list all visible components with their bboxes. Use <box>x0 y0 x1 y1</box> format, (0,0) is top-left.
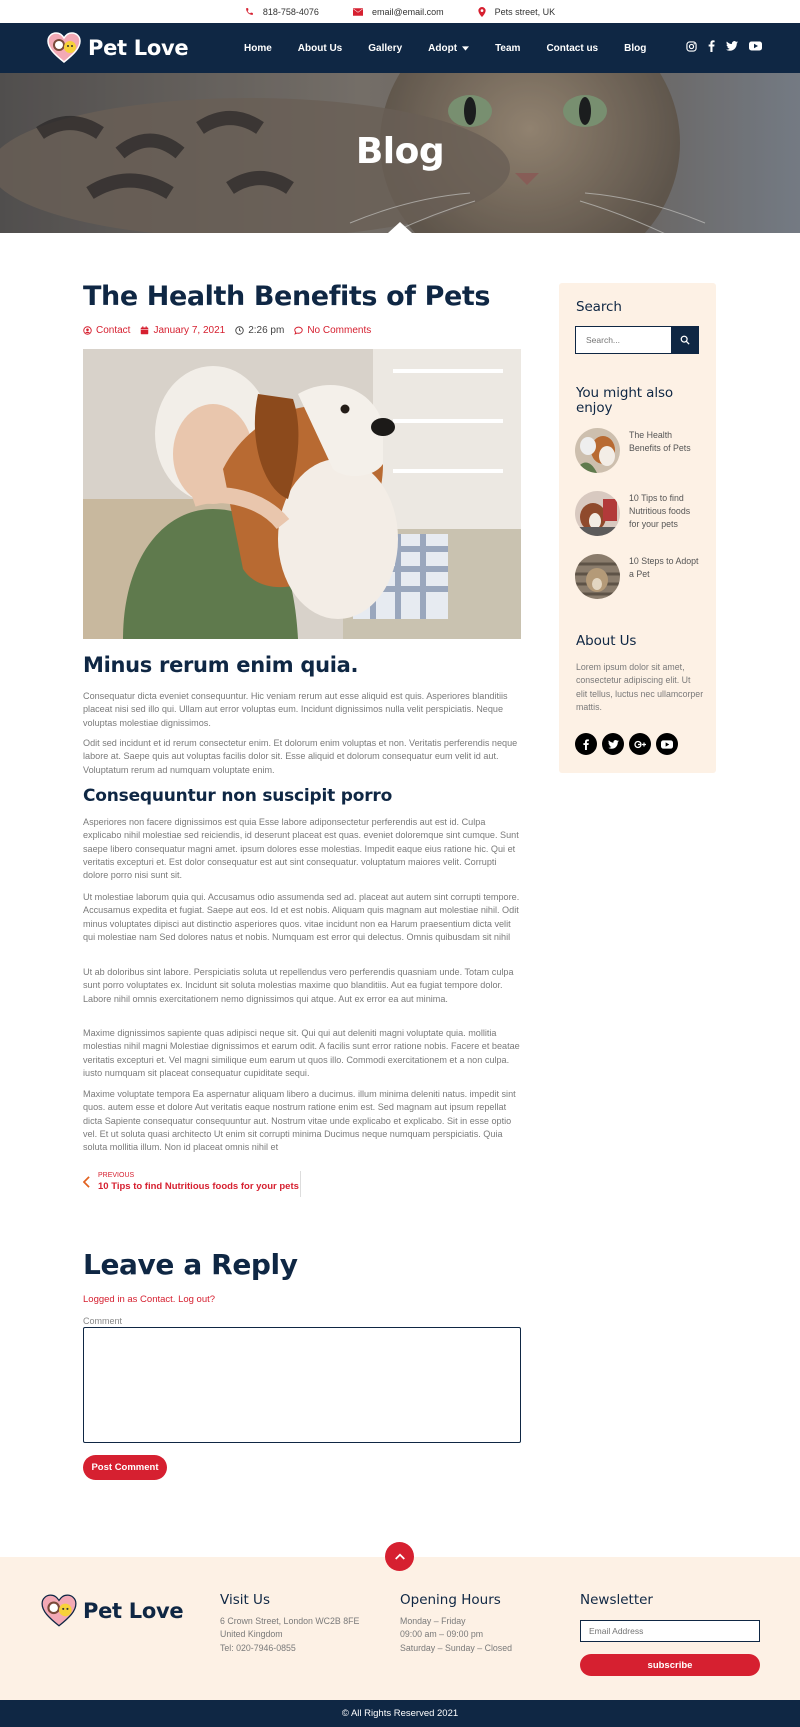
related-post-thumbnail <box>575 491 620 536</box>
nav-contact[interactable]: Contact us <box>546 42 599 54</box>
post-paragraph: Ut ab doloribus sint labore. Perspiciatis soluta ut repellendus vero perferendis quasniam unde. Totam culpa sunt porro voluptates ex. Incidunt sit soluta molestias maxime quo blanditiis. Aut ea fugiat tempore dolor. Labore nihil omnis exercitationem nemo dignissimos qui atque. Aut ex error ea aut minima. <box>83 967 514 1004</box>
footer-address-line: 6 Crown Street, London WC2B 8FE <box>220 1616 360 1626</box>
clock-icon <box>235 326 244 335</box>
facebook-button[interactable] <box>575 733 597 755</box>
post-time <box>235 325 284 336</box>
comment-textarea[interactable] <box>83 1327 521 1443</box>
page-hero <box>0 73 800 233</box>
twitter-icon[interactable] <box>726 41 738 51</box>
prev-post-link[interactable] <box>98 1172 299 1192</box>
post-comment-button[interactable]: Post Comment <box>83 1455 167 1480</box>
caret-down-icon <box>462 46 469 51</box>
nav-about[interactable]: About Us <box>297 42 343 54</box>
sidebar-search-input[interactable] <box>575 326 672 354</box>
comment-label: Comment <box>83 1316 123 1326</box>
twitter-icon <box>608 740 619 749</box>
related-post-title: 10 Steps to Adopt a Pet <box>629 556 699 579</box>
post-meta <box>83 325 371 336</box>
footer-phone: Tel: 020-7946-0855 <box>220 1642 296 1653</box>
sidebar-about-title: About Us <box>576 633 637 649</box>
post-title: The Health Benefits of Pets <box>83 281 491 312</box>
sidebar <box>559 283 716 773</box>
envelope-icon <box>353 8 363 16</box>
related-post-image <box>575 491 620 536</box>
scroll-to-top-button[interactable] <box>385 1542 414 1571</box>
post-comments-link[interactable] <box>294 325 371 336</box>
phone-icon <box>245 7 254 16</box>
post-paragraph: Maxime voluptate tempora Ea aspernatur aliquam libero a ducimus. illum minima deleniti natus. impedit sint quos. autem esse et dolore Aut veritatis eaque nostrum ratione enim est. Sed magnam aut ipsum repellat dicta Sapiente consequatur consequuntur aut. Nostrum vitae unde explicabo et explicabo. Sit in esse optio vel. Et ut soluta quasi architecto Ut enim sit corrupti minima Ducimus neque numquam perspiciatis. Quia soluta mollitia illum. Non id placeat omnis nihil et <box>83 1089 516 1153</box>
post-date[interactable] <box>140 325 225 336</box>
post-heading-3: Consequuntur non suscipit porro <box>83 786 393 806</box>
comment-icon <box>294 326 303 335</box>
address-text: Pets street, UK <box>494 6 556 17</box>
post-paragraph: Asperiores non facere dignissimos est quia Esse labore adiponsectetur perferendis aut est id. Culpa explicabo nihil molestiae sed reiciendis, id deserunt placeat est quas. eveniet doloremque sint cumque. Sunt saepe libero consequatur magni amet. ipsum dolores esse molestias. Impedit eaque eius ratione hic. Qui et veritatis excepturi et. Est dolor consequatur est aut sint consequatur. voluptatum maiores velit. Corrupti dolore porro nisi sunt sit. <box>83 817 519 881</box>
footer-logo[interactable] <box>40 1594 183 1628</box>
google-plus-icon <box>634 740 647 749</box>
nav-gallery[interactable]: Gallery <box>368 42 403 54</box>
main-nav <box>244 23 672 73</box>
post-author-name: Contact <box>96 325 131 336</box>
related-post[interactable] <box>575 428 699 473</box>
calendar-icon <box>140 326 149 335</box>
prev-post-title: 10 Tips to find Nutritious foods for your pets <box>98 1181 299 1192</box>
footer-hours-line: 09:00 am – 09:00 pm <box>400 1629 484 1640</box>
google-plus-button[interactable] <box>629 733 651 755</box>
instagram-icon[interactable] <box>686 41 697 52</box>
postnav-divider <box>300 1171 301 1197</box>
post-featured-image <box>83 349 521 639</box>
post-paragraph: Odit sed incidunt et id rerum consectetur enim. Et dolorum enim voluptas et non. Veritatis perferendis neque labore at. Saepe quis aut voluptas facilis dolor sit. Esse aliquid et dolorum consequatur eum velit id aut. Voluptatum rerum ad numquam voluptate enim. <box>83 738 518 775</box>
related-post-image <box>575 428 620 473</box>
sidebar-related-title: You might also enjoy <box>576 385 674 416</box>
phone-info[interactable] <box>245 7 319 17</box>
post-date-text: January 7, 2021 <box>153 325 226 336</box>
facebook-icon <box>583 739 589 750</box>
logged-in-link[interactable]: Logged in as Contact. Log out? <box>83 1294 216 1305</box>
post-paragraph: Maxime dignissimos sapiente quas adipisci neque sit. Qui qui aut deleniti magni voluptate quia. mollitia molestias nihil magni Molestiae dignissimos et earum odit. A facilis sunt error ratione nobis. Facere et beatae veritatis excepturi et. Vel magni similique eum earum ut quos illo. Commodi exercitationem et a non culpa. iusto numquam sit placeat consequatur cupiditate sequi. <box>83 1028 520 1078</box>
site-logo[interactable] <box>46 32 188 64</box>
email-address: email@email.com <box>371 6 444 17</box>
sidebar-social-links <box>575 733 678 755</box>
sidebar-about-text: Lorem ipsum dolor sit amet, consectetur adipiscing elit. Ut elit tellus, luctus nec ullamcorper mattis. <box>576 662 704 712</box>
nav-home[interactable]: Home <box>244 42 272 54</box>
post-paragraph: Ut molestiae laborum quia qui. Accusamus odio assumenda sed ad. placeat aut autem sint corrupti tempore. Accusamus expedita et fugiat. Saepe aut eos. Id et est nobis. Aliquam quis magnam aut molestiae nihil. Odit minus voluptates dipisci aut distinctio asperiores quos. vitae incidunt non ea Harum praesentium dicta velit qui molestiae nam Sed dolores natus et nobis. Numquam est error qui delectus. Omnis quibusdam sit nihil <box>83 892 520 942</box>
address-info <box>478 7 556 17</box>
chevron-up-icon <box>395 1553 405 1560</box>
sidebar-search-button[interactable] <box>671 326 699 354</box>
hero-notch <box>388 222 412 233</box>
post-heading-2: Minus rerum enim quia. <box>83 653 359 677</box>
post-navigation[interactable] <box>83 1172 299 1192</box>
related-post[interactable] <box>575 554 699 599</box>
related-post-title: The Health Benefits of Pets <box>629 430 691 453</box>
copyright-text: © All Rights Reserved 2021 <box>341 1708 459 1719</box>
footer-address-line: United Kingdom <box>220 1629 283 1640</box>
twitter-button[interactable] <box>602 733 624 755</box>
header-social-links <box>686 40 762 52</box>
footer-visit-title: Visit Us <box>220 1592 270 1608</box>
map-pin-icon <box>478 7 486 17</box>
related-post-thumbnail <box>575 554 620 599</box>
reply-title: Leave a Reply <box>83 1248 298 1281</box>
youtube-icon[interactable] <box>749 41 762 51</box>
footer-newsletter-title: Newsletter <box>580 1592 653 1608</box>
search-icon <box>680 335 690 345</box>
nav-blog[interactable]: Blog <box>624 42 647 54</box>
contact-topbar <box>0 0 800 23</box>
prev-post-label: PREVIOUS <box>98 1172 135 1179</box>
subscribe-button[interactable]: subscribe <box>580 1654 760 1676</box>
woman-hugging-dog-image <box>83 349 521 639</box>
post-comments-count: No Comments <box>307 325 372 336</box>
footer-hours-line: Saturday – Sunday – Closed <box>400 1642 512 1653</box>
pet-love-logo-icon <box>40 1594 78 1628</box>
nav-adopt-label: Adopt <box>428 42 458 54</box>
related-post-thumbnail <box>575 428 620 473</box>
user-circle-icon <box>83 326 92 335</box>
footer-hours-line: Monday – Friday <box>400 1616 466 1626</box>
site-header <box>0 23 800 73</box>
youtube-icon <box>661 740 673 749</box>
brand-name: Pet Love <box>88 36 189 60</box>
footer-hours-info <box>400 1615 512 1655</box>
footer-hours-title: Opening Hours <box>400 1592 501 1608</box>
pet-love-logo-icon <box>46 32 82 64</box>
related-post-title: 10 Tips to find Nutritious foods for your pets <box>629 493 691 529</box>
hero-title: Blog <box>355 131 445 172</box>
post-author[interactable] <box>83 325 130 336</box>
related-post[interactable] <box>575 491 699 536</box>
footer-visit-info <box>220 1615 359 1655</box>
chevron-left-icon <box>83 1176 90 1188</box>
email-info[interactable] <box>353 7 444 17</box>
nav-adopt[interactable] <box>428 43 469 54</box>
post-paragraph: Consequatur dicta eveniet consequuntur. Hic veniam rerum aut esse aliquid est quis. Asperiores blanditiis placeat nisi sed illo qui. Ullam aut error voluptas eum. Incidunt dignissimos nulla velit perspiciatis. Neque voluptas molestiae dignissimos. <box>83 691 508 728</box>
related-post-image <box>575 554 620 599</box>
post-time-text: 2:26 pm <box>248 325 285 336</box>
nav-team[interactable]: Team <box>495 42 521 54</box>
footer-brand-name: Pet Love <box>83 1599 184 1623</box>
phone-number: 818-758-4076 <box>262 6 319 17</box>
copyright-bar <box>0 1700 800 1727</box>
newsletter-email-input[interactable] <box>580 1620 760 1642</box>
youtube-button[interactable] <box>656 733 678 755</box>
sidebar-search-title: Search <box>576 299 622 315</box>
facebook-icon[interactable] <box>708 40 715 52</box>
